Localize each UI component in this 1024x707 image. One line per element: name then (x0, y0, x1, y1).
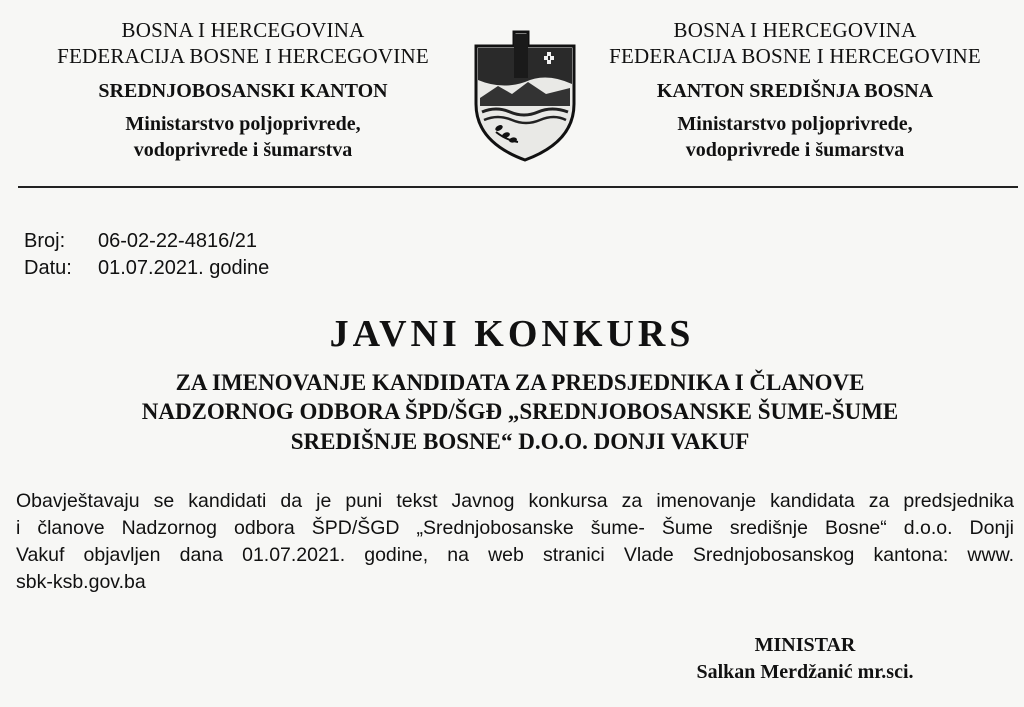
document-subtitle (60, 368, 980, 456)
body-line1: Obavještavaju se kandidati da je puni tekst Javnog konkursa za imenovanje kandidata za predsjednika (16, 490, 1014, 512)
number-label: Broj: (24, 230, 66, 252)
signature-block (640, 632, 970, 686)
left-header (38, 18, 448, 162)
subtitle-line3: SREDIŠNJE BOSNE“ D.O.O. DONJI VAKUF (290, 428, 750, 454)
signature-role: MINISTAR (754, 634, 856, 656)
right-country: BOSNA I HERCEGOVINA (673, 18, 917, 42)
right-ministry-line1: Ministarstvo poljoprivrede, (677, 112, 913, 135)
right-canton: KANTON SREDIŠNJA BOSNA (656, 80, 934, 103)
header-divider (18, 186, 1018, 188)
body-paragraph (16, 488, 1014, 596)
right-federation: FEDERACIJA BOSNE I HERCEGOVINE (609, 43, 981, 68)
body-line3: Vakuf objavljen dana 01.07.2021. godine, na web stranici Vlade Srednjobosanskog kantona: www. (16, 543, 1014, 566)
left-federation: FEDERACIJA BOSNE I HERCEGOVINE (57, 43, 429, 68)
left-ministry-line2: vodoprivrede i šumarstva (133, 139, 353, 161)
date-row (24, 255, 269, 282)
subtitle-line2: NADZORNOG ODBORA ŠPD/ŠGĐ „SREDNJOBOSANSKE ŠUME-ŠUME (141, 399, 899, 425)
left-country: BOSNA I HERCEGOVINA (121, 18, 365, 42)
body-line2: i članove Nadzornog odbora ŠPD/ŠGD „Srednjobosanske šume- Šume središnje Bosne“ d.o.o. Donji (16, 516, 1014, 539)
right-ministry-line2: vodoprivrede i šumarstva (685, 139, 905, 161)
body-line4: sbk-ksb.gov.ba (16, 570, 146, 593)
coat-of-arms-icon (466, 24, 584, 164)
number-value: 06-02-22-4816/21 (98, 230, 258, 252)
number-row (24, 228, 269, 255)
signature-name: Salkan Merdžanić mr.sci. (696, 661, 914, 683)
subtitle-line1: ZA IMENOVANJE KANDIDATA ZA PREDSJEDNIKA I ČLANOVE (175, 370, 865, 395)
left-canton: SREDNJOBOSANSKI KANTON (98, 80, 388, 103)
date-label: Datu: (24, 257, 72, 279)
date-value: 01.07.2021. godine (98, 257, 270, 279)
right-header (590, 18, 1000, 162)
document-title: JAVNI KONKURS (329, 313, 695, 355)
document-meta (24, 228, 269, 282)
left-ministry-line1: Ministarstvo poljoprivrede, (125, 112, 361, 135)
